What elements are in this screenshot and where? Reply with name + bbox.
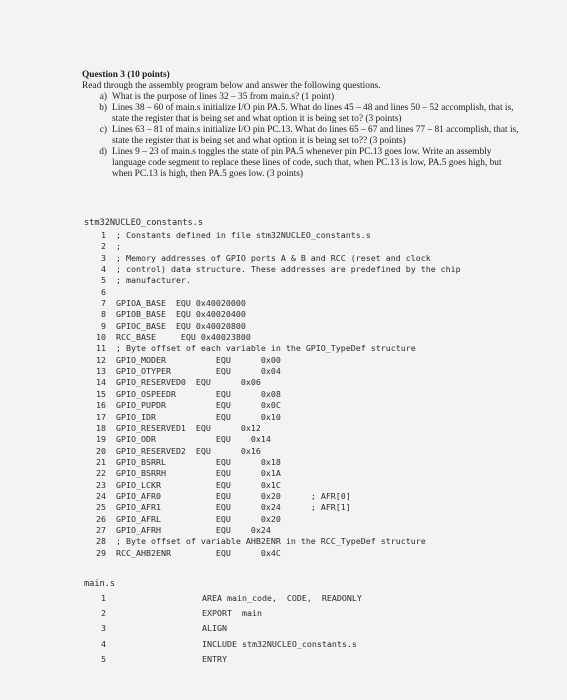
code-statement: ; control) data structure. These addresses are predefined by the chip (116, 264, 461, 275)
code-line (84, 480, 534, 491)
code-line (84, 457, 534, 468)
code-statement: ; manufacturer. (116, 275, 191, 286)
code-text (106, 502, 534, 513)
code-line (84, 637, 534, 652)
line-number: 5 (101, 275, 106, 286)
code-line (84, 377, 534, 388)
code-statement: RCC_AHB2ENR EQU 0x4C (116, 547, 281, 558)
code-line (84, 502, 534, 513)
code-statement: GPIO_MODER EQU 0x00 (116, 354, 281, 365)
code-line (84, 230, 534, 241)
code-line (84, 621, 534, 636)
line-number: 15 (96, 388, 106, 399)
code-statement: GPIO_OTYPER EQU 0x04 (116, 366, 281, 377)
file-title: main.s (84, 579, 116, 589)
question-part-d (82, 147, 522, 180)
code-text (106, 355, 534, 366)
code-statement: GPIO_AFR1 EQU 0x24 (116, 502, 281, 513)
code-line (84, 332, 534, 343)
code-line (84, 309, 534, 320)
code-text (106, 287, 534, 298)
code-line (84, 652, 534, 667)
code-statement: ; Memory addresses of GPIO ports A & B and RCC (reset and clock (116, 252, 431, 263)
line-number: 20 (96, 445, 106, 456)
code-text (106, 591, 534, 606)
code-statement: GPIO_ODR EQU 0x14 (116, 434, 271, 445)
code-statement: GPIOB_BASE EQU 0x40020400 (116, 309, 246, 320)
code-line (84, 400, 534, 411)
line-number: 4 (101, 264, 106, 275)
code-text (106, 241, 534, 252)
line-number: 2 (101, 608, 106, 619)
code-text (106, 389, 534, 400)
code-text (106, 468, 534, 479)
line-number: 8 (101, 309, 106, 320)
code-statement: GPIO_OSPEEDR EQU 0x08 (116, 388, 281, 399)
line-number: 28 (96, 536, 106, 547)
line-number: 21 (96, 456, 106, 467)
code-text (106, 366, 534, 377)
code-text (106, 514, 534, 525)
code-text (106, 548, 534, 559)
code-line (84, 366, 534, 377)
code-line (84, 355, 534, 366)
code-text (106, 525, 534, 536)
code-text (106, 412, 534, 423)
code-statement: GPIO_AFRH EQU 0x24 (116, 524, 271, 535)
line-number: 14 (96, 377, 106, 388)
question-part-c (82, 125, 522, 147)
line-number: 23 (96, 479, 106, 490)
code-lines (84, 591, 534, 667)
line-number: 22 (96, 468, 106, 479)
line-number: 5 (101, 653, 106, 664)
question-parts (82, 92, 522, 180)
code-text (106, 275, 534, 286)
line-number: 24 (96, 490, 106, 501)
code-text (106, 423, 534, 434)
code-line (84, 468, 534, 479)
code-text (106, 321, 534, 332)
part-text: Lines 38 – 60 of main.s initialize I/O pin PA.5. What do lines 45 – 48 and lines 50 – 52 accomplish, that is, state the register that is being set and what option it is being set to? (3 points) (112, 103, 514, 124)
code-statement: RCC_BASE EQU 0x40023800 (116, 332, 251, 343)
code-line (84, 253, 534, 264)
code-line (84, 343, 534, 354)
line-number: 26 (96, 513, 106, 524)
question-part-b (82, 103, 522, 125)
line-number: 16 (96, 400, 106, 411)
code-statement: GPIO_AFR0 EQU 0x20 (116, 490, 281, 501)
code-text (106, 264, 534, 275)
part-label: b) (99, 103, 107, 113)
code-statement: GPIO_LCKR EQU 0x1C (116, 479, 281, 490)
code-line (84, 525, 534, 536)
line-number: 18 (96, 422, 106, 433)
code-comment: ; AFR[0] (310, 490, 351, 501)
constants-file-listing (84, 217, 534, 559)
code-text (106, 457, 534, 468)
code-statement: ENTRY (202, 653, 227, 664)
file-title: stm32NUCLEO_constants.s (84, 218, 203, 228)
code-line (84, 389, 534, 400)
code-line (84, 423, 534, 434)
code-statement: EXPORT main (202, 608, 262, 619)
part-text: What is the purpose of lines 32 – 35 from main.s? (1 point) (112, 92, 335, 102)
code-statement: GPIOC_BASE EQU 0x40020800 (116, 320, 246, 331)
code-line (84, 491, 534, 502)
line-number: 3 (101, 623, 106, 634)
code-text (106, 606, 534, 621)
part-text: Lines 63 – 81 of main.s initialize I/O pin PC.13. What do lines 65 – 67 and lines 77 – 81 accomplish, that is, state the register that is being set and what option it is being set to?? (3 points) (112, 125, 519, 146)
line-number: 6 (101, 286, 106, 297)
question-title: Question 3 (10 points) (82, 70, 170, 80)
code-text (106, 480, 534, 491)
code-line (84, 548, 534, 559)
code-statement: GPIO_BSRRL EQU 0x18 (116, 456, 281, 467)
code-statement: AREA main_code, CODE, READONLY (202, 593, 362, 603)
line-number: 13 (96, 366, 106, 377)
part-label: c) (99, 125, 107, 135)
code-statement: GPIO_RESERVED1 EQU 0x12 (116, 422, 261, 433)
code-line (84, 606, 534, 621)
line-number: 25 (96, 502, 106, 513)
code-text (106, 230, 534, 241)
code-line (84, 298, 534, 309)
code-text (106, 298, 534, 309)
code-line (84, 434, 534, 445)
code-statement: INCLUDE stm32NUCLEO_constants.s (202, 638, 357, 649)
code-text (106, 309, 534, 320)
code-text (106, 637, 534, 652)
code-comment: ; AFR[1] (310, 502, 351, 513)
code-line (84, 287, 534, 298)
code-statement: ALIGN (202, 623, 227, 634)
code-line (84, 275, 534, 286)
line-number: 19 (96, 434, 106, 445)
line-number: 27 (96, 524, 106, 535)
part-label: a) (99, 92, 107, 102)
line-number: 1 (101, 230, 106, 240)
code-text (106, 434, 534, 445)
code-text (106, 621, 534, 636)
code-line (84, 264, 534, 275)
code-statement: ; Byte offset of variable AHB2ENR in the RCC_TypeDef structure (116, 536, 426, 547)
code-statement: ; (116, 241, 121, 252)
code-statement: GPIO_BSRRH EQU 0x1A (116, 468, 281, 479)
line-number: 11 (96, 343, 106, 354)
line-number: 3 (101, 252, 106, 263)
code-line (84, 446, 534, 457)
line-number: 17 (96, 411, 106, 422)
question-intro: Read through the assembly program below and answer the following questions. (82, 81, 381, 91)
part-text: Lines 9 – 23 of main.s toggles the state of pin PA.5 whenever pin PC.13 goes low. Write an assembly language code segment to replace these lines of code, such that, when PC.13 is low, PA.5 goes high, but when PC.13 is high, then PA.5 goes low. (3 points) (112, 147, 502, 179)
code-text (106, 536, 534, 547)
code-text (106, 253, 534, 264)
code-text (106, 332, 534, 343)
code-statement: GPIO_RESERVED2 EQU 0x16 (116, 445, 261, 456)
code-lines (84, 230, 534, 559)
line-number: 2 (101, 241, 106, 252)
code-text (106, 446, 534, 457)
code-line (84, 321, 534, 332)
code-statement: ; Byte offset of each variable in the GPIO_TypeDef structure (116, 343, 416, 354)
question-part-a (82, 92, 522, 103)
question-block (82, 70, 522, 180)
code-statement: GPIOA_BASE EQU 0x40020000 (116, 298, 246, 309)
line-number: 4 (101, 638, 106, 649)
code-statement: GPIO_RESERVED0 EQU 0x06 (116, 377, 261, 388)
code-statement: GPIO_PUPDR EQU 0x0C (116, 400, 281, 411)
code-text (106, 377, 534, 388)
line-number: 29 (96, 547, 106, 558)
code-line (84, 591, 534, 606)
code-statement: ; Constants defined in file stm32NUCLEO_constants.s (116, 230, 371, 240)
code-text (106, 491, 534, 502)
code-text (106, 652, 534, 667)
line-number: 1 (101, 593, 106, 603)
code-line (84, 514, 534, 525)
code-line (84, 241, 534, 252)
line-number: 9 (101, 320, 106, 331)
main-file-listing (84, 578, 534, 667)
code-line (84, 412, 534, 423)
part-label: d) (99, 147, 107, 157)
line-number: 7 (101, 298, 106, 309)
code-line (84, 536, 534, 547)
line-number: 10 (96, 332, 106, 343)
code-statement: GPIO_AFRL EQU 0x20 (116, 513, 281, 524)
code-text (106, 400, 534, 411)
code-statement: GPIO_IDR EQU 0x10 (116, 411, 281, 422)
line-number: 12 (96, 354, 106, 365)
code-text (106, 343, 534, 354)
